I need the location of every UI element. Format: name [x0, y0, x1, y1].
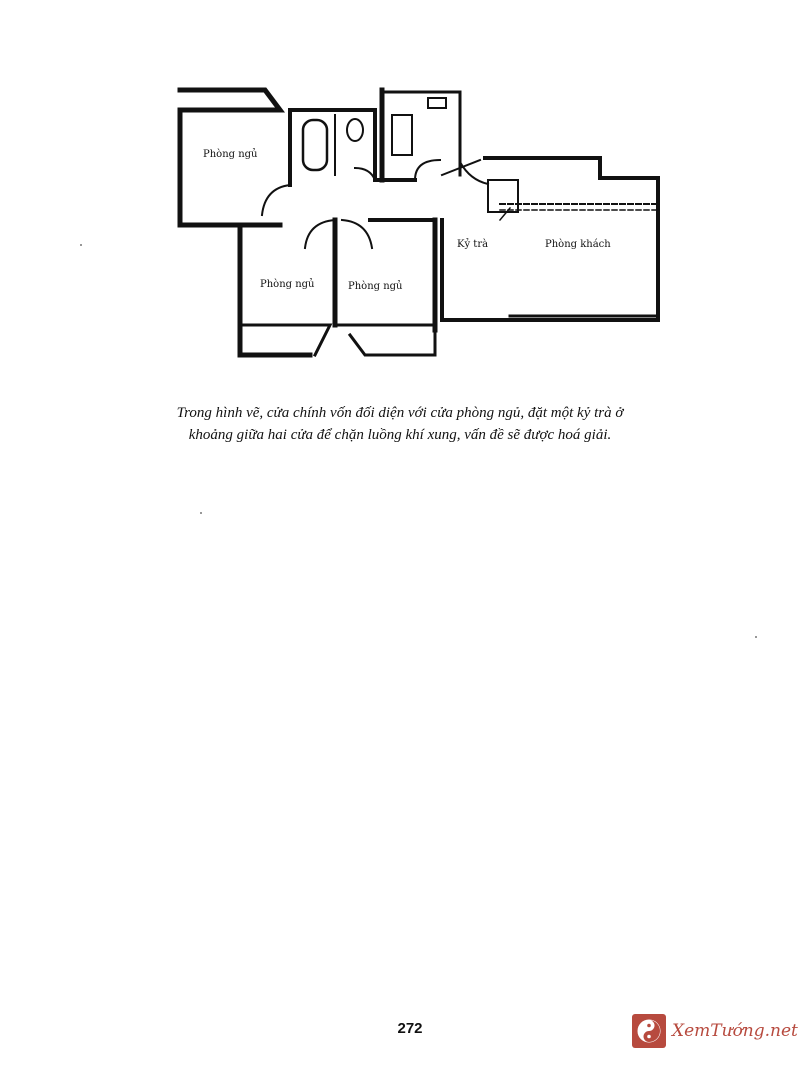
tea-table-shape	[488, 180, 518, 212]
wall-living-room-north	[485, 158, 658, 190]
toilet	[347, 119, 363, 141]
page-number: 272	[397, 1020, 423, 1037]
scan-speck	[200, 512, 202, 514]
floor-plan-drawing	[170, 80, 670, 370]
caption-line-1: Trong hình vẽ, cửa chính vốn đối diện với cửa phòng ngủ, đặt một kỷ trà ở	[176, 405, 624, 421]
caption-line-2: khoảng giữa hai cửa để chặn luồng khí xung, vấn đề sẽ được hoá giải.	[188, 427, 612, 443]
kitchen-counter	[392, 115, 412, 155]
room-label-tea-table: Kỷ trà	[457, 239, 489, 250]
kitchen-sink	[428, 98, 446, 108]
room-label-bedroom-left: Phòng ngủ	[260, 279, 315, 290]
room-label-living-room: Phòng khách	[545, 239, 611, 250]
wall-bedroom-top	[180, 110, 280, 225]
door-arc-bedroom-top	[262, 185, 290, 215]
wall-living-room	[442, 185, 658, 320]
door-arc-bedroom-right	[342, 220, 372, 248]
door-arc-bedroom-left	[305, 220, 335, 248]
door-arc-kitchen	[415, 160, 440, 180]
door-arc-bathroom	[355, 168, 375, 180]
watermark-text: XemTướng.net	[672, 1021, 798, 1041]
wall-bedroom-left	[240, 225, 310, 355]
scan-speck	[755, 636, 757, 638]
bay-window-left	[240, 325, 330, 355]
bay-window-right	[335, 325, 435, 355]
wall-bedroom-top-north	[180, 90, 280, 110]
room-label-bedroom-top: Phòng ngủ	[203, 149, 258, 160]
room-label-bedroom-right: Phòng ngủ	[348, 281, 403, 292]
yin-yang-icon	[632, 1014, 666, 1048]
scan-speck	[80, 244, 82, 246]
bathtub	[303, 120, 327, 170]
floor-plan	[170, 80, 670, 370]
wall-kitchen	[382, 92, 460, 175]
watermark	[632, 1013, 798, 1049]
figure-caption	[100, 402, 700, 446]
